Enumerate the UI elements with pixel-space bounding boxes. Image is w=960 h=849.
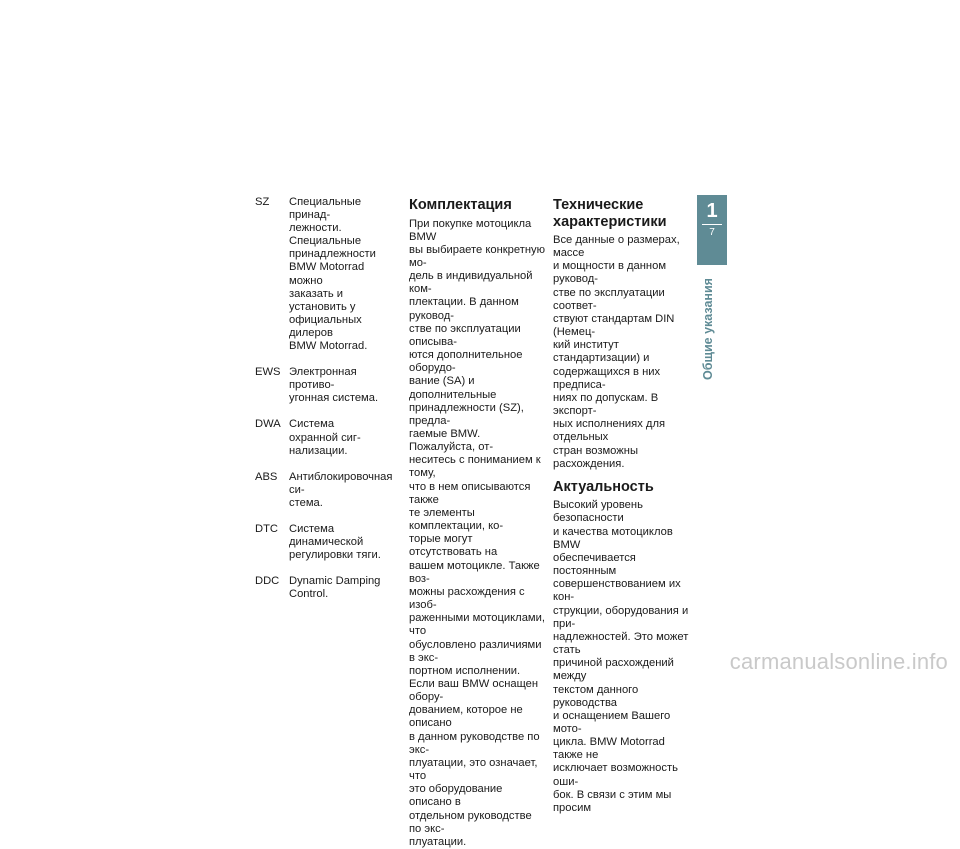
- currency-body: Высокий уровень безопасности и качества мотоциклов BMW обеспечивается постоянным совершенствованием их кон- струкции, оборудования и при- надлежностей. Это может стать причиной расхождений между текстом данного руководства и оснащением Вашего мото- цикла. BMW Motorrad также не исключает возможность оши- бок. В связи с этим мы просим: [553, 499, 691, 815]
- equipment-section: [409, 197, 547, 849]
- abbreviation-text: Антиблокировочная си- стема.: [289, 471, 392, 510]
- specs-heading: Технические характеристики: [553, 197, 691, 230]
- abbreviation-key: ABS: [255, 471, 289, 510]
- abbreviation-row: [255, 418, 383, 457]
- abbreviation-key: SZ: [255, 196, 289, 353]
- abbreviation-row: [255, 366, 383, 405]
- currency-heading: Актуальность: [553, 479, 691, 496]
- page-number: 7: [697, 227, 727, 239]
- watermark: carmanualsonline.info: [730, 649, 948, 675]
- abbreviation-row: [255, 575, 383, 601]
- abbreviation-text: Специальные принад- лежности. Специальные принадлежности BMW Motorrad можно заказать и установить у официальных дилеров BMW Motorrad.: [289, 196, 383, 353]
- abbreviation-key: EWS: [255, 366, 289, 405]
- equipment-heading: Комплектация: [409, 197, 547, 214]
- abbreviation-key: DDC: [255, 575, 289, 601]
- chapter-divider: [702, 224, 722, 225]
- abbreviation-key: DWA: [255, 418, 289, 457]
- abbreviation-row: [255, 471, 383, 510]
- abbreviation-text: Система динамической регулировки тяги.: [289, 523, 383, 562]
- specs-body: Все данные о размерах, массе и мощности в данном руковод- стве по эксплуатации соответ- ствуют стандартам DIN (Немец- кий институт стандартизации) и содержащихся в них предписа- ниях по допускам. В экспорт- ных исполнениях для отдельных стран возможны расхождения.: [553, 234, 691, 471]
- abbreviation-text: Dynamic Damping Control.: [289, 575, 383, 601]
- abbreviation-text: Система охранной сиг- нализации.: [289, 418, 383, 457]
- specs-section: [553, 197, 691, 815]
- chapter-title: Общие указания: [700, 270, 716, 380]
- abbreviation-row: [255, 523, 383, 562]
- abbreviation-text: Электронная противо- угонная система.: [289, 366, 383, 405]
- chapter-tab: [697, 195, 727, 265]
- abbreviation-list: [255, 196, 383, 614]
- abbreviation-key: DTC: [255, 523, 289, 562]
- chapter-number: 1: [697, 199, 727, 223]
- abbreviation-row: [255, 196, 383, 353]
- equipment-body: При покупке мотоцикла BMW вы выбираете конкретную мо- дель в индивидуальной ком- плектации. В данном руковод- стве по эксплуатации описыва- ются дополнительное оборудо- вание (SA) и дополнительные принадлежности (SZ), предла- гаемые BMW. Пожалуйста, от- неситесь с пониманием к тому, что в нем описываются также те элементы комплектации, ко- торые могут отсутствовать на вашем мотоцикле. Также воз- можны расхождения с изоб- раженными мотоциклами, что обусловлено различиями в экс- портном исполнении. Если ваш BMW оснащен обору- дованием, которое не описано в данном руководстве по экс- плуатации, это означает, что это оборудование описано в отдельном руководстве по экс- плуатации.: [409, 218, 547, 849]
